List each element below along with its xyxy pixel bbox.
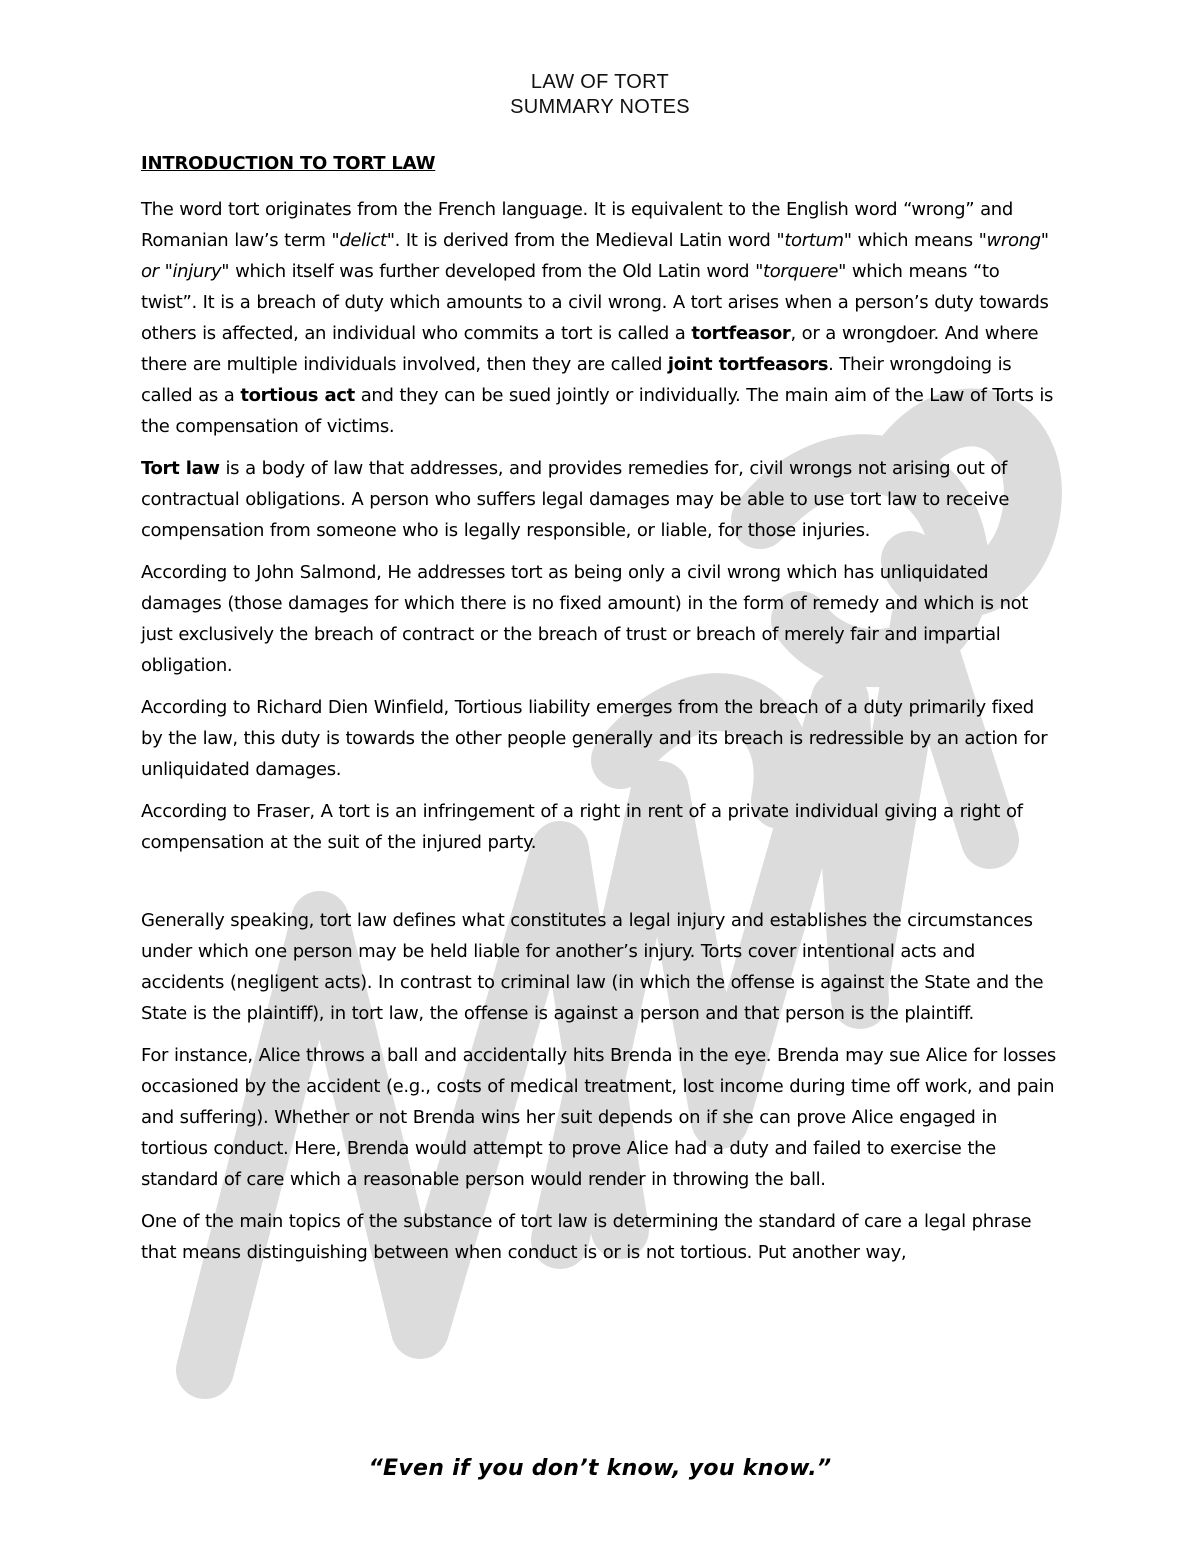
section-heading: INTRODUCTION TO TORT LAW xyxy=(141,153,436,174)
document-header xyxy=(0,70,1200,120)
text-run: , or a wrongdoer. And where there are multiple individuals involved, then they are called xyxy=(141,323,1039,375)
italic-term: "tortum" xyxy=(776,230,852,251)
text-run: . Their wrongdoing is called as a xyxy=(141,354,1012,406)
document-title: LAW OF TORT xyxy=(530,71,670,93)
bold-term: joint tortfeasors xyxy=(667,354,829,375)
paragraph-fraser: According to Fraser, A tort is an infringement of a right in rent of a private individual giving a right of compensation at the suit of the injured party. xyxy=(141,801,1023,853)
text-run: . It is derived from the Medieval Latin word xyxy=(394,230,777,251)
italic-term: "wrong" or "injury" xyxy=(141,230,1049,282)
document-subtitle: SUMMARY NOTES xyxy=(510,96,690,118)
document-body xyxy=(141,148,1059,1279)
footer-quote: “Even if you don’t know, you know.” xyxy=(368,1456,832,1481)
paragraph-winfield: According to Richard Dien Winfield, Tortious liability emerges from the breach of a duty primarily fixed by the law, this duty is towards the other people generally and its breach is redressible by an action for unliquidated damages. xyxy=(141,697,1048,780)
paragraph-example: For instance, Alice throws a ball and accidentally hits Brenda in the eye. Brenda may sue Alice for losses occasioned by the accident (e.g., costs of medical treatment, lost income during time off work, and pain and suffering). Whether or not Brenda wins her suit depends on if she can prove Alice engaged in tortious conduct. Here, Brenda would attempt to prove Alice had a duty and failed to exercise the standard of care which a reasonable person would render in throwing the ball. xyxy=(141,1045,1056,1190)
italic-term: "delict" xyxy=(331,230,395,251)
text-run: which itself was further developed from the Old Latin word xyxy=(229,261,756,282)
text-run: which means “to twist”. It is a breach of duty which amounts to a civil wrong. A tort arises when a person’s duty towards others is affected, an individual who commits a tort is called a xyxy=(141,261,1049,344)
paragraph-standard-of-care: One of the main topics of the substance of tort law is determining the standard of care a legal phrase that means distinguishing between when conduct is or is not tortious. Put another way, xyxy=(141,1211,1032,1263)
bold-term: tortious act xyxy=(240,385,355,406)
paragraph-tort-law-definition xyxy=(141,453,1059,546)
bold-term: tortfeasor xyxy=(691,323,791,344)
bold-term: Tort law xyxy=(141,458,220,479)
paragraph-general: Generally speaking, tort law defines what constitutes a legal injury and establishes the circumstances under which one person may be held liable for another’s injury. Torts cover intentional acts and accidents (negligent acts). In contrast to criminal law (in which the offense is against the State and the State is the plaintiff), in tort law, the offense is against a person and that person is the plaintiff. xyxy=(141,910,1044,1024)
paragraph-salmond: According to John Salmond, He addresses tort as being only a civil wrong which has unliquidated damages (those damages for which there is no fixed amount) in the form of remedy and which is not just exclusively the breach of contract or the breach of trust or breach of merely fair and impartial obligation. xyxy=(141,562,1028,676)
paragraph-introduction xyxy=(141,194,1059,442)
text-run: The word tort originates from the French language. It is equivalent to the English word “wrong” and Romanian law’s term xyxy=(141,199,1013,251)
text-run: is a body of law that addresses, and provides remedies for, civil wrongs not arising out of contractual obligations. A person who suffers legal damages may be able to use tort law to receive compensation from someone who is legally responsible, or liable, for those injuries. xyxy=(141,458,1010,541)
italic-term: "torquere" xyxy=(755,261,847,282)
text-run: which means xyxy=(851,230,979,251)
text-run: and they can be sued jointly or individually. The main aim of the Law of Torts is the compensation of victims. xyxy=(141,385,1054,437)
